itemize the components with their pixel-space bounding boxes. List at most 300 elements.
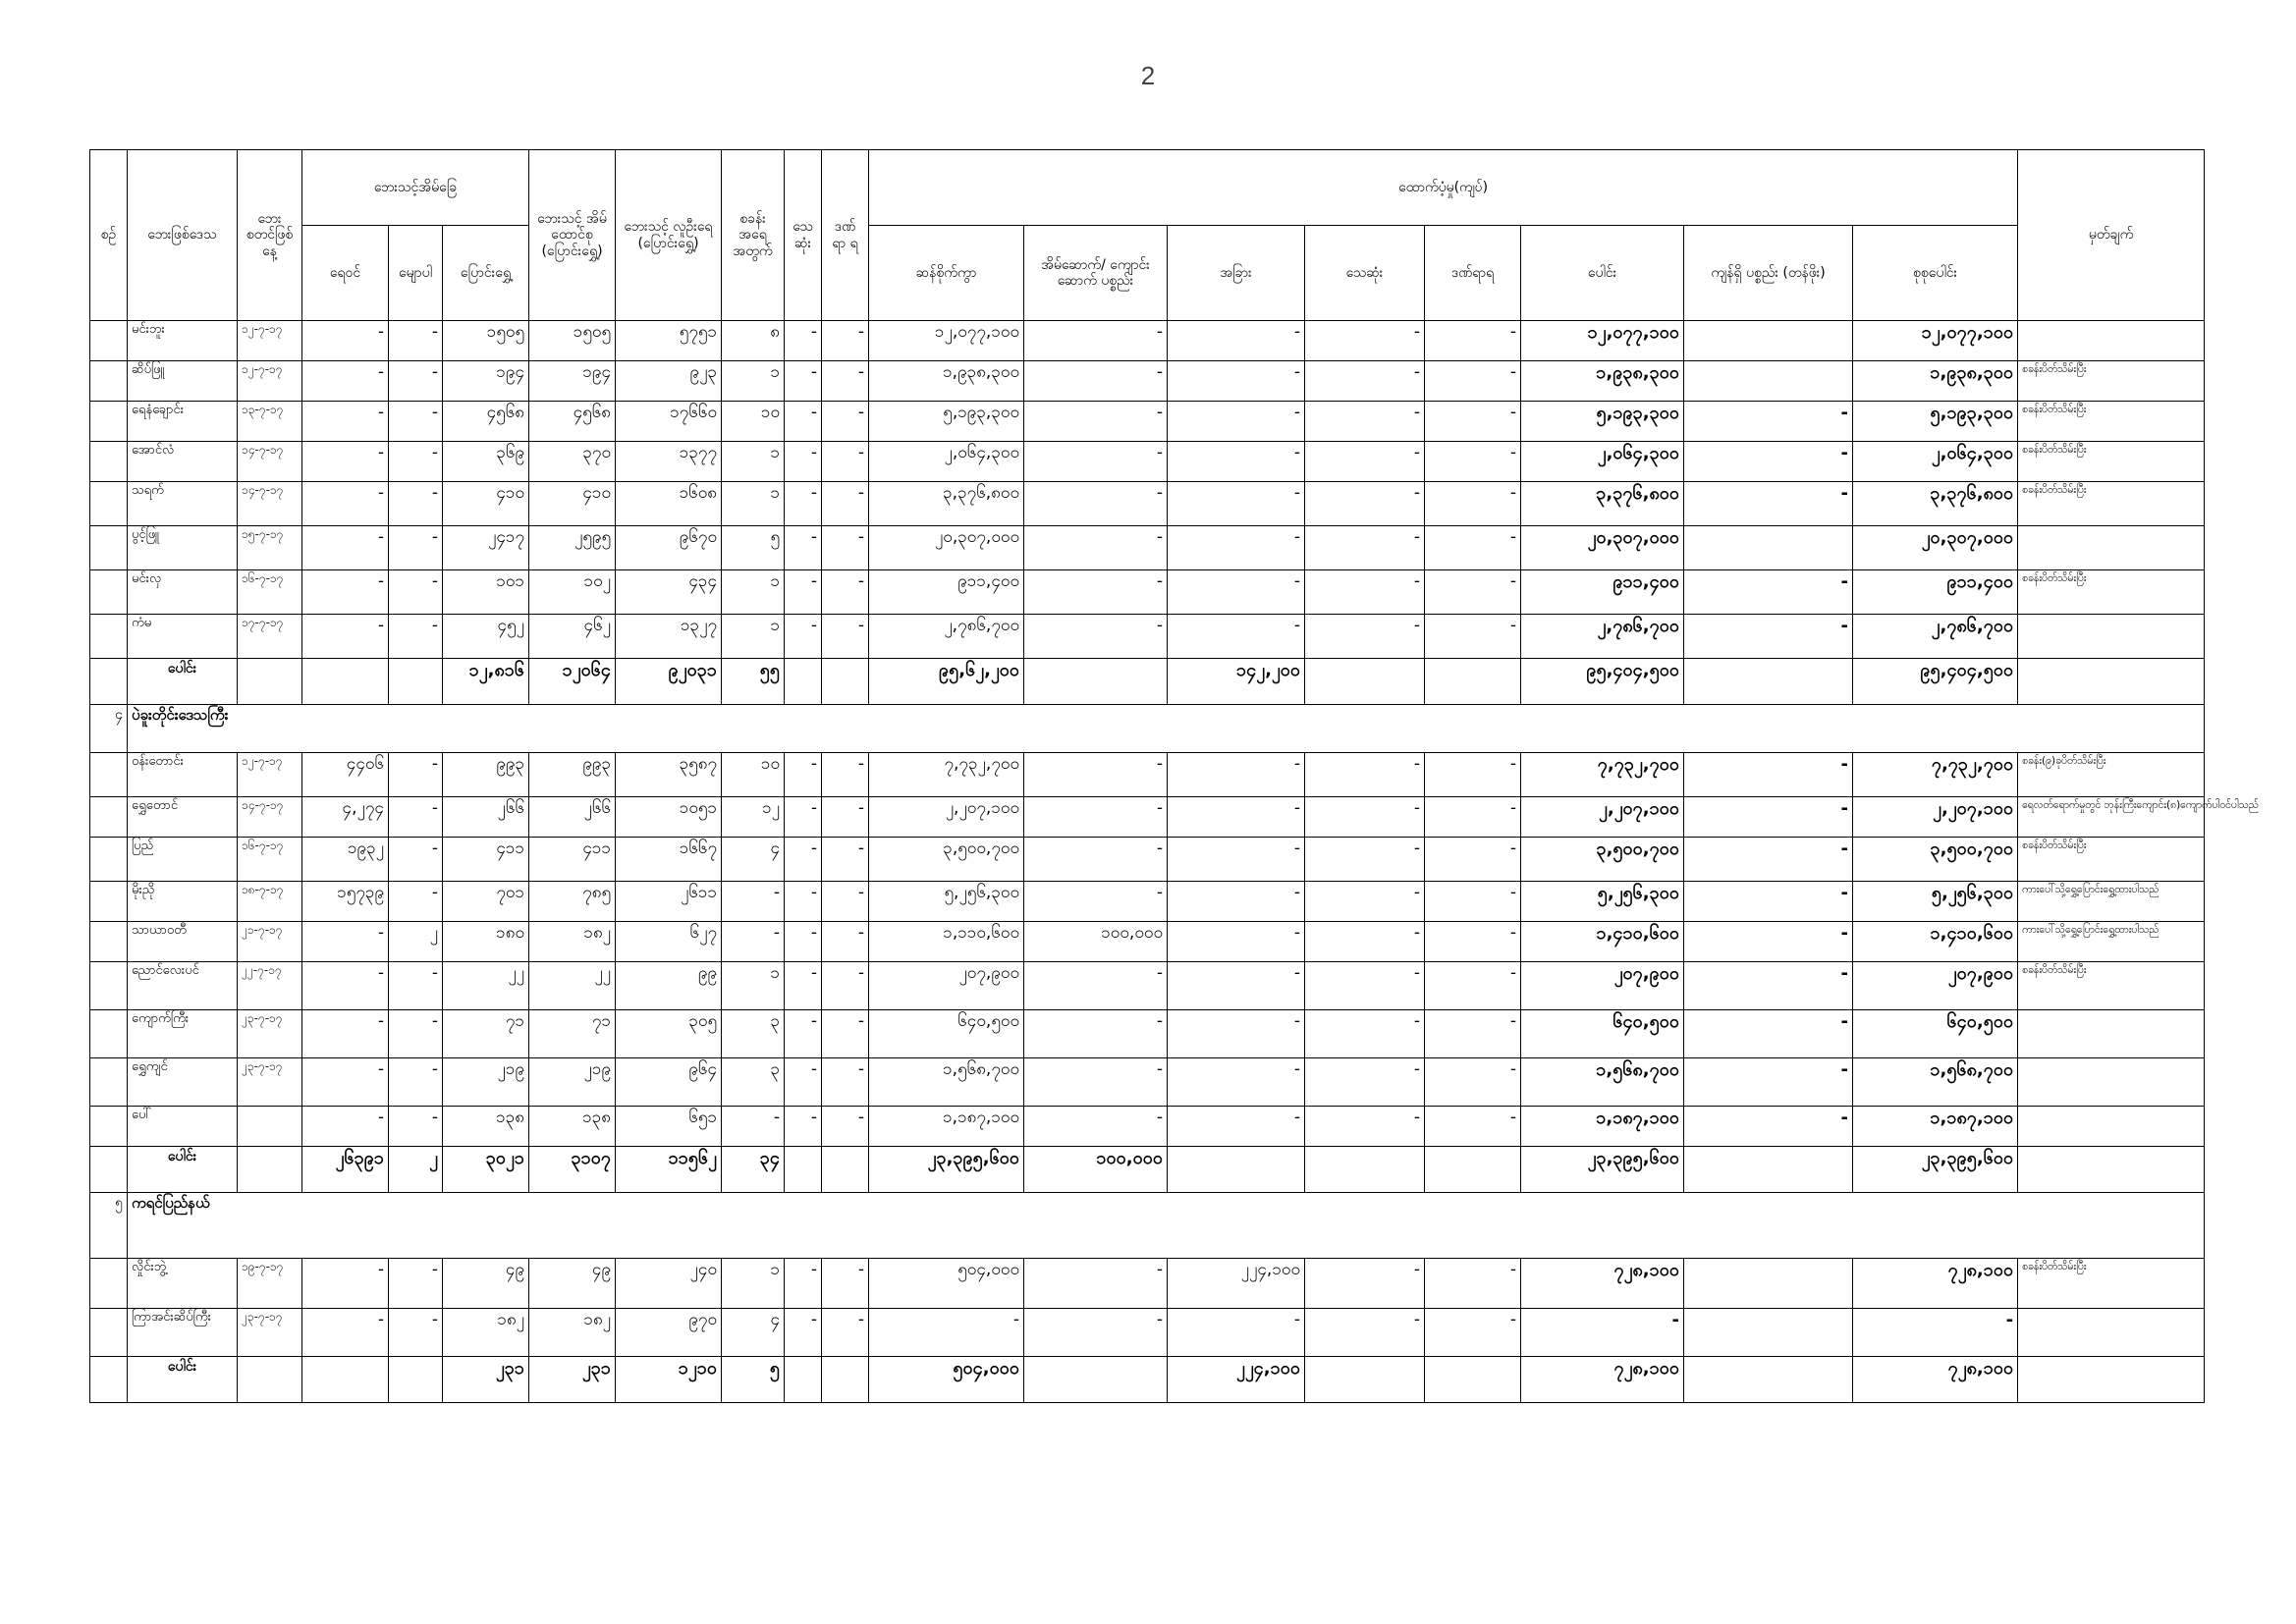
death-aid: -: [1305, 570, 1425, 615]
camp-count: ၅: [722, 526, 785, 570]
affected-households: ၁၅၀၅: [529, 321, 616, 361]
housing-aid: -: [1024, 882, 1168, 922]
housing-aid: -: [1024, 615, 1168, 659]
relocated-total: ၁၂,၈၁၆: [443, 659, 529, 705]
section-total-row: [90, 1357, 2205, 1403]
death-aid: -: [1305, 838, 1425, 882]
food-aid: ၂,၇၈၆,၇၀၀: [869, 615, 1024, 659]
injury-aid: -: [1425, 1058, 1521, 1107]
dead-count: -: [785, 321, 822, 361]
relocated-total: ၃၀၂၁: [443, 1147, 529, 1193]
table-row: [90, 922, 2205, 962]
flood-count: -: [389, 1010, 443, 1058]
table-row: [90, 442, 2205, 482]
remaining-value: -: [1684, 1010, 1853, 1058]
remark: စခန်းပိတ်သိမ်းပြီး: [2018, 442, 2205, 482]
relocated-total: ၂၃၁: [443, 1357, 529, 1403]
death-aid: -: [1305, 882, 1425, 922]
remaining-value: -: [1684, 882, 1853, 922]
food-aid: ၂,၀၆၄,၃၀၀: [869, 442, 1024, 482]
remaining-value: -: [1684, 797, 1853, 838]
total-label: ပေါင်း: [128, 659, 238, 705]
affected-people: ၉၆၇၀: [616, 526, 722, 570]
affected-households: ၃၇၀: [529, 442, 616, 482]
grand-total: ၁,၅၆၈,၇၀၀: [1853, 1058, 2018, 1107]
page-number: 2: [1140, 61, 1156, 90]
injury-aid: -: [1425, 1010, 1521, 1058]
flood-count: -: [389, 838, 443, 882]
injured-count: -: [822, 570, 869, 615]
camp-count: ၃: [722, 1010, 785, 1058]
injury-aid: -: [1425, 1309, 1521, 1357]
remark: ကားပေါ်သို့ရွှေ့ပြောင်းရွှေ့ထားပါသည်: [2018, 882, 2205, 922]
food-aid: ၇,၇၃၂,၇၀၀: [869, 753, 1024, 797]
dead-count: -: [785, 526, 822, 570]
township-name: ပြည်: [128, 838, 238, 882]
table-row: [90, 482, 2205, 526]
people-total: ၉၂၀၃၁: [616, 659, 722, 705]
table-row: [90, 753, 2205, 797]
start-date: ၁၄-၇-၁၇: [238, 482, 302, 526]
header-death-aid: သေဆုံး: [1305, 226, 1425, 321]
remaining-value: [1684, 361, 1853, 402]
header-other: အခြား: [1168, 226, 1305, 321]
housing-aid: -: [1024, 797, 1168, 838]
row-number-cell: [90, 442, 128, 482]
other-total: ၂၂၄,၁၀၀: [1168, 1357, 1305, 1403]
flood-count: -: [389, 482, 443, 526]
remaining-value: -: [1684, 962, 1853, 1010]
relocated-count: ၄၁၀: [443, 482, 529, 526]
injury-aid: -: [1425, 442, 1521, 482]
remaining-value: -: [1684, 838, 1853, 882]
start-date: ၁၄-၇-၁၇: [238, 442, 302, 482]
fire-count: -: [302, 1010, 389, 1058]
death-aid: -: [1305, 1010, 1425, 1058]
flood-count: -: [389, 882, 443, 922]
injury-aid-total: [1425, 1357, 1521, 1403]
row-number-cell: [90, 838, 128, 882]
township-name: လှိုင်းဘွဲ့: [128, 1259, 238, 1309]
section-row: [90, 705, 2205, 753]
header-injury-aid: ဒဏ်ရာရ: [1425, 226, 1521, 321]
housing-aid: -: [1024, 838, 1168, 882]
remaining-value: [1684, 1259, 1853, 1309]
subtotal-total: ၂၃,၃၉၅,၆၀၀: [1521, 1147, 1684, 1193]
injured-count: -: [822, 753, 869, 797]
injury-aid: -: [1425, 321, 1521, 361]
injured-count: -: [822, 882, 869, 922]
dead-total: [785, 659, 822, 705]
header-affected-houses: ဘေးသင့် အိမ် ထောင်စု (ပြောင်းရွှေ့): [529, 150, 616, 321]
township-name: ဆိပ်ဖြူ: [128, 361, 238, 402]
death-aid: -: [1305, 482, 1425, 526]
dead-count: -: [785, 1259, 822, 1309]
injured-count: -: [822, 1259, 869, 1309]
subtotal-aid: ၃,၅၀၀,၇၀၀: [1521, 838, 1684, 882]
other-aid: -: [1168, 962, 1305, 1010]
dead-count: -: [785, 615, 822, 659]
injured-count: -: [822, 838, 869, 882]
death-aid: -: [1305, 442, 1425, 482]
relocated-count: ၄၅၆၈: [443, 402, 529, 442]
subtotal-aid: ၁,၅၆၈,၇၀၀: [1521, 1058, 1684, 1107]
flood-count: -: [389, 797, 443, 838]
other-aid: ၂၂၄,၁၀၀: [1168, 1259, 1305, 1309]
affected-households: ၁၈၂: [529, 922, 616, 962]
remark: [2018, 1147, 2205, 1193]
row-number-cell: [90, 615, 128, 659]
flood-total: [389, 1357, 443, 1403]
remaining-value: -: [1684, 615, 1853, 659]
dead-count: -: [785, 838, 822, 882]
township-name: အောင်လံ: [128, 442, 238, 482]
other-aid: -: [1168, 442, 1305, 482]
header-dead: သေ ဆုံး: [785, 150, 822, 321]
fire-count: -: [302, 1107, 389, 1147]
injured-count: -: [822, 402, 869, 442]
affected-people: ၉၆၄: [616, 1058, 722, 1107]
remaining-value: -: [1684, 482, 1853, 526]
affected-people: ၉၇၀: [616, 1309, 722, 1357]
remaining-value: [1684, 321, 1853, 361]
subtotal-aid: ၂၀၇,၉၀၀: [1521, 962, 1684, 1010]
township-name: မင်းလှ: [128, 570, 238, 615]
food-aid: ၃,၅၀၀,၇၀၀: [869, 838, 1024, 882]
housing-aid: -: [1024, 1107, 1168, 1147]
food-aid: -: [869, 1309, 1024, 1357]
fire-count: ၁၉၃၂: [302, 838, 389, 882]
remark: ရေလတ်ရောက်မှုတွင် ဘုန်းကြီးကျောင်း(၈)ကျောက်ပါဝင်ပါသည်: [2018, 797, 2205, 838]
flood-total: ၂: [389, 1147, 443, 1193]
header-housing: အိမ်ဆောက်/ ကျောင်းဆောက် ပစ္စည်း: [1024, 226, 1168, 321]
relocated-count: ၄၉: [443, 1259, 529, 1309]
grand-total: ၇,၇၃၂,၇၀၀: [1853, 753, 2018, 797]
dead-count: -: [785, 1107, 822, 1147]
table-row: [90, 1010, 2205, 1058]
fire-count: -: [302, 361, 389, 402]
injury-aid: -: [1425, 838, 1521, 882]
township-name: သာယာဝတီ: [128, 922, 238, 962]
injury-aid: -: [1425, 615, 1521, 659]
start-date: ၁၇-၇-၁၇: [238, 615, 302, 659]
other-aid: -: [1168, 1058, 1305, 1107]
remaining-total: [1684, 1357, 1853, 1403]
remaining-value: -: [1684, 442, 1853, 482]
fire-count: -: [302, 962, 389, 1010]
affected-households: ၁၀၂: [529, 570, 616, 615]
remaining-value: -: [1684, 922, 1853, 962]
affected-people: ၅၇၅၁: [616, 321, 722, 361]
grand-total: ၇၂၈,၁၀၀: [1853, 1259, 2018, 1309]
subtotal-aid: ၆၄၀,၅၀၀: [1521, 1010, 1684, 1058]
row-number-cell: [90, 1107, 128, 1147]
header-subtotal: ပေါင်း: [1521, 226, 1684, 321]
affected-households: ၇၁: [529, 1010, 616, 1058]
camp-count: ၁: [722, 615, 785, 659]
affected-households: ၁၉၄: [529, 361, 616, 402]
other-aid: -: [1168, 482, 1305, 526]
table-row: [90, 526, 2205, 570]
housing-aid: -: [1024, 1309, 1168, 1357]
housing-aid: -: [1024, 526, 1168, 570]
header-date: ဘေး စတင်ဖြစ်နေ့: [238, 150, 302, 321]
grand-total: ၃,၃၇၆,၈၀၀: [1853, 482, 2018, 526]
grand-total-sum: ၉၅,၄၀၄,၅၀၀: [1853, 659, 2018, 705]
total-label: ပေါင်း: [128, 1147, 238, 1193]
table-row: [90, 838, 2205, 882]
camps-total: ၅၅: [722, 659, 785, 705]
flood-total: [389, 659, 443, 705]
grand-total: ၂,၂၀၇,၁၀၀: [1853, 797, 2018, 838]
subtotal-aid: ၂,၀၆၄,၃၀၀: [1521, 442, 1684, 482]
affected-households: ၄၁၁: [529, 838, 616, 882]
affected-people: ၂၆၁၁: [616, 882, 722, 922]
grand-total-sum: ၇၂၈,၁၀၀: [1853, 1357, 2018, 1403]
header-source: ဘေးဖြစ်ဒေသ: [128, 150, 238, 321]
affected-people: ၉၂၃: [616, 361, 722, 402]
start-date: ၂၃-၇-၁၇: [238, 1010, 302, 1058]
other-total: ၁၄၂,၂၀၀: [1168, 659, 1305, 705]
camp-count: ၁၀: [722, 402, 785, 442]
affected-people: ၁၆၆၇: [616, 838, 722, 882]
injured-total: [822, 659, 869, 705]
households-total: ၁၂၀၆၄: [529, 659, 616, 705]
grand-total: ၂၀,၃၀၇,၀၀၀: [1853, 526, 2018, 570]
injury-aid: -: [1425, 1259, 1521, 1309]
remaining-value: -: [1684, 1107, 1853, 1147]
other-aid: -: [1168, 615, 1305, 659]
other-aid: -: [1168, 1309, 1305, 1357]
table-row: [90, 1107, 2205, 1147]
fire-count: -: [302, 1058, 389, 1107]
affected-households: ၄၉: [529, 1259, 616, 1309]
affected-households: ၂၅၉၅: [529, 526, 616, 570]
death-aid: -: [1305, 922, 1425, 962]
dead-count: -: [785, 797, 822, 838]
row-number-cell: [90, 659, 128, 705]
flood-count: -: [389, 361, 443, 402]
township-name: ပွင့်ဖြူ: [128, 526, 238, 570]
affected-people: ၁၃၇၇: [616, 442, 722, 482]
death-aid: -: [1305, 1309, 1425, 1357]
remark: စခန်းပိတ်သိမ်းပြီး: [2018, 838, 2205, 882]
camps-total: ၃၄: [722, 1147, 785, 1193]
dead-total: [785, 1147, 822, 1193]
grand-total: -: [1853, 1309, 2018, 1357]
camp-count: ၁: [722, 442, 785, 482]
housing-aid: -: [1024, 321, 1168, 361]
township-name: ပေါ်: [128, 1107, 238, 1147]
header-partial: ပြောင်းရွှေ့: [443, 226, 529, 321]
relocated-count: ၂၄၁၇: [443, 526, 529, 570]
camp-count: ၄: [722, 838, 785, 882]
remark: [2018, 1309, 2205, 1357]
death-aid: -: [1305, 321, 1425, 361]
remark: စခန်း(၉)ခုပိတ်သိမ်းပြီး: [2018, 753, 2205, 797]
food-aid: ၁,၁၈၇,၁၀၀: [869, 1107, 1024, 1147]
other-aid: -: [1168, 797, 1305, 838]
affected-people: ၁၃၂၇: [616, 615, 722, 659]
camp-count: ၁: [722, 482, 785, 526]
township-name: ကြာအင်းဆိပ်ကြီး: [128, 1309, 238, 1357]
food-aid: ၂၀,၃၀၇,၀၀၀: [869, 526, 1024, 570]
township-name: ကံမ: [128, 615, 238, 659]
affected-households: ၄၁၀: [529, 482, 616, 526]
injured-count: -: [822, 442, 869, 482]
camp-count: ၁: [722, 570, 785, 615]
row-number-cell: [90, 482, 128, 526]
start-date: ၁၉-၇-၁၇: [238, 1259, 302, 1309]
fire-count: -: [302, 526, 389, 570]
fire-total: ၂၆၃၉၁: [302, 1147, 389, 1193]
fire-total: [302, 659, 389, 705]
relocated-count: ၄၅၂: [443, 615, 529, 659]
housing-aid: -: [1024, 402, 1168, 442]
row-number-cell: [90, 526, 128, 570]
food-total: ၉၅,၆၂,၂၀၀: [869, 659, 1024, 705]
remark: [2018, 526, 2205, 570]
fire-count: ၁၅၇၃၉: [302, 882, 389, 922]
camp-count: ၁၀: [722, 753, 785, 797]
death-aid: -: [1305, 1259, 1425, 1309]
start-date: ၁၂-၇-၁၇: [238, 753, 302, 797]
header-injured: ဒဏ် ရာ ရ: [822, 150, 869, 321]
flood-count: -: [389, 1058, 443, 1107]
relocated-count: ၃၆၉: [443, 442, 529, 482]
grand-total: ၂၀၇,၉၀၀: [1853, 962, 2018, 1010]
township-name: ရွှေကျင်: [128, 1058, 238, 1107]
subtotal-aid: ၁,၉၃၈,၃၀၀: [1521, 361, 1684, 402]
relocated-count: ၂၂: [443, 962, 529, 1010]
header-relief-group: ထောက်ပံ့မှု(ကျပ်): [869, 150, 2018, 226]
subtotal-total: ၇၂၈,၁၀၀: [1521, 1357, 1684, 1403]
row-number-cell: [90, 753, 128, 797]
remark: [2018, 659, 2205, 705]
relief-table: [89, 149, 2260, 1403]
section-title: ပဲခူးတိုင်းဒေသကြီး: [128, 705, 2205, 753]
camp-count: ၈: [722, 321, 785, 361]
header-remarks: မှတ်ချက်: [2018, 150, 2205, 321]
grand-total: ၅,၁၉၃,၃၀၀: [1853, 402, 2018, 442]
remark: ကားပေါ်သို့ရွှေ့ပြောင်းရွှေ့ထားပါသည်: [2018, 922, 2205, 962]
death-aid-total: [1305, 1357, 1425, 1403]
flood-count: -: [389, 1259, 443, 1309]
remark: စခန်းပိတ်သိမ်းပြီး: [2018, 1259, 2205, 1309]
start-date: ၂၁-၇-၁၇: [238, 922, 302, 962]
header-grand-total: စုစုပေါင်း: [1853, 226, 2018, 321]
subtotal-aid: ၇၂၈,၁၀၀: [1521, 1259, 1684, 1309]
header-camps: စခန်း အရေ အတွက်: [722, 150, 785, 321]
death-aid-total: [1305, 1147, 1425, 1193]
dead-count: -: [785, 753, 822, 797]
section-number: ၅: [90, 1193, 128, 1259]
section-row: [90, 1193, 2205, 1259]
relocated-count: ၄၁၁: [443, 838, 529, 882]
injured-count: -: [822, 1058, 869, 1107]
subtotal-aid: ၂,၇၈၆,၇၀၀: [1521, 615, 1684, 659]
flood-count: -: [389, 615, 443, 659]
grand-total: ၂,၇၈၆,၇၀၀: [1853, 615, 2018, 659]
fire-count: -: [302, 402, 389, 442]
camp-count: ၃: [722, 1058, 785, 1107]
death-aid: -: [1305, 1058, 1425, 1107]
start-date: ၁၄-၇-၁၇: [238, 797, 302, 838]
affected-households: ၉၉၃: [529, 753, 616, 797]
death-aid: -: [1305, 615, 1425, 659]
township-name: မင်းဘူး: [128, 321, 238, 361]
other-aid: -: [1168, 570, 1305, 615]
township-name: မိုးညို: [128, 882, 238, 922]
fire-count: -: [302, 615, 389, 659]
start-date: [238, 1107, 302, 1147]
food-aid: ၂၀၇,၉၀၀: [869, 962, 1024, 1010]
township-name: ဝန်းတောင်း: [128, 753, 238, 797]
housing-total: [1024, 1357, 1168, 1403]
remark: စခန်းပိတ်သိမ်းပြီး: [2018, 962, 2205, 1010]
row-number-cell: [90, 1058, 128, 1107]
start-date: ၂၃-၇-၁၇: [238, 1309, 302, 1357]
flood-count: -: [389, 1309, 443, 1357]
dead-count: -: [785, 1309, 822, 1357]
injury-aid: -: [1425, 402, 1521, 442]
subtotal-aid: ၃,၃၇၆,၈၀၀: [1521, 482, 1684, 526]
fire-count: -: [302, 922, 389, 962]
table-row: [90, 962, 2205, 1010]
subtotal-aid: ၅,၂၅၆,၃၀၀: [1521, 882, 1684, 922]
other-aid: -: [1168, 526, 1305, 570]
injured-count: -: [822, 797, 869, 838]
affected-households: ၄၅၆၈: [529, 402, 616, 442]
affected-people: ၁၀၅၁: [616, 797, 722, 838]
other-aid: -: [1168, 1107, 1305, 1147]
injured-count: -: [822, 615, 869, 659]
header-damage-group: ဘေးသင့်အိမ်ခြေ: [302, 150, 529, 226]
death-aid-total: [1305, 659, 1425, 705]
remark: စခန်းပိတ်သိမ်းပြီး: [2018, 570, 2205, 615]
housing-aid: -: [1024, 1058, 1168, 1107]
remaining-value: [1684, 1309, 1853, 1357]
injured-count: -: [822, 1107, 869, 1147]
food-aid: ၃,၃၇၆,၈၀၀: [869, 482, 1024, 526]
date-cell: [238, 659, 302, 705]
injury-aid: -: [1425, 361, 1521, 402]
housing-aid: -: [1024, 361, 1168, 402]
subtotal-aid: ၂၀,၃၀၇,၀၀၀: [1521, 526, 1684, 570]
header-food: ဆန်စိုက်ကွာ: [869, 226, 1024, 321]
grand-total-sum: ၂၃,၃၉၅,၆၀၀: [1853, 1147, 2018, 1193]
housing-aid: ၁၀၀,၀၀၀: [1024, 922, 1168, 962]
fire-count: -: [302, 321, 389, 361]
subtotal-aid: -: [1521, 1309, 1684, 1357]
start-date: ၁၅-၇-၁၇: [238, 526, 302, 570]
camp-count: -: [722, 1107, 785, 1147]
fire-count: -: [302, 1259, 389, 1309]
table-row: [90, 882, 2205, 922]
township-name: ကျောက်ကြီး: [128, 1010, 238, 1058]
row-number-cell: [90, 797, 128, 838]
housing-aid: -: [1024, 482, 1168, 526]
affected-people: ၂၄၀: [616, 1259, 722, 1309]
affected-people: ၆၅၁: [616, 1107, 722, 1147]
other-aid: -: [1168, 838, 1305, 882]
death-aid: -: [1305, 526, 1425, 570]
subtotal-aid: ၁၂,၀၇၇,၁၀၀: [1521, 321, 1684, 361]
table-row: [90, 797, 2205, 838]
injured-count: -: [822, 1010, 869, 1058]
start-date: ၁၂-၇-၁၇: [238, 321, 302, 361]
injury-aid-total: [1425, 659, 1521, 705]
